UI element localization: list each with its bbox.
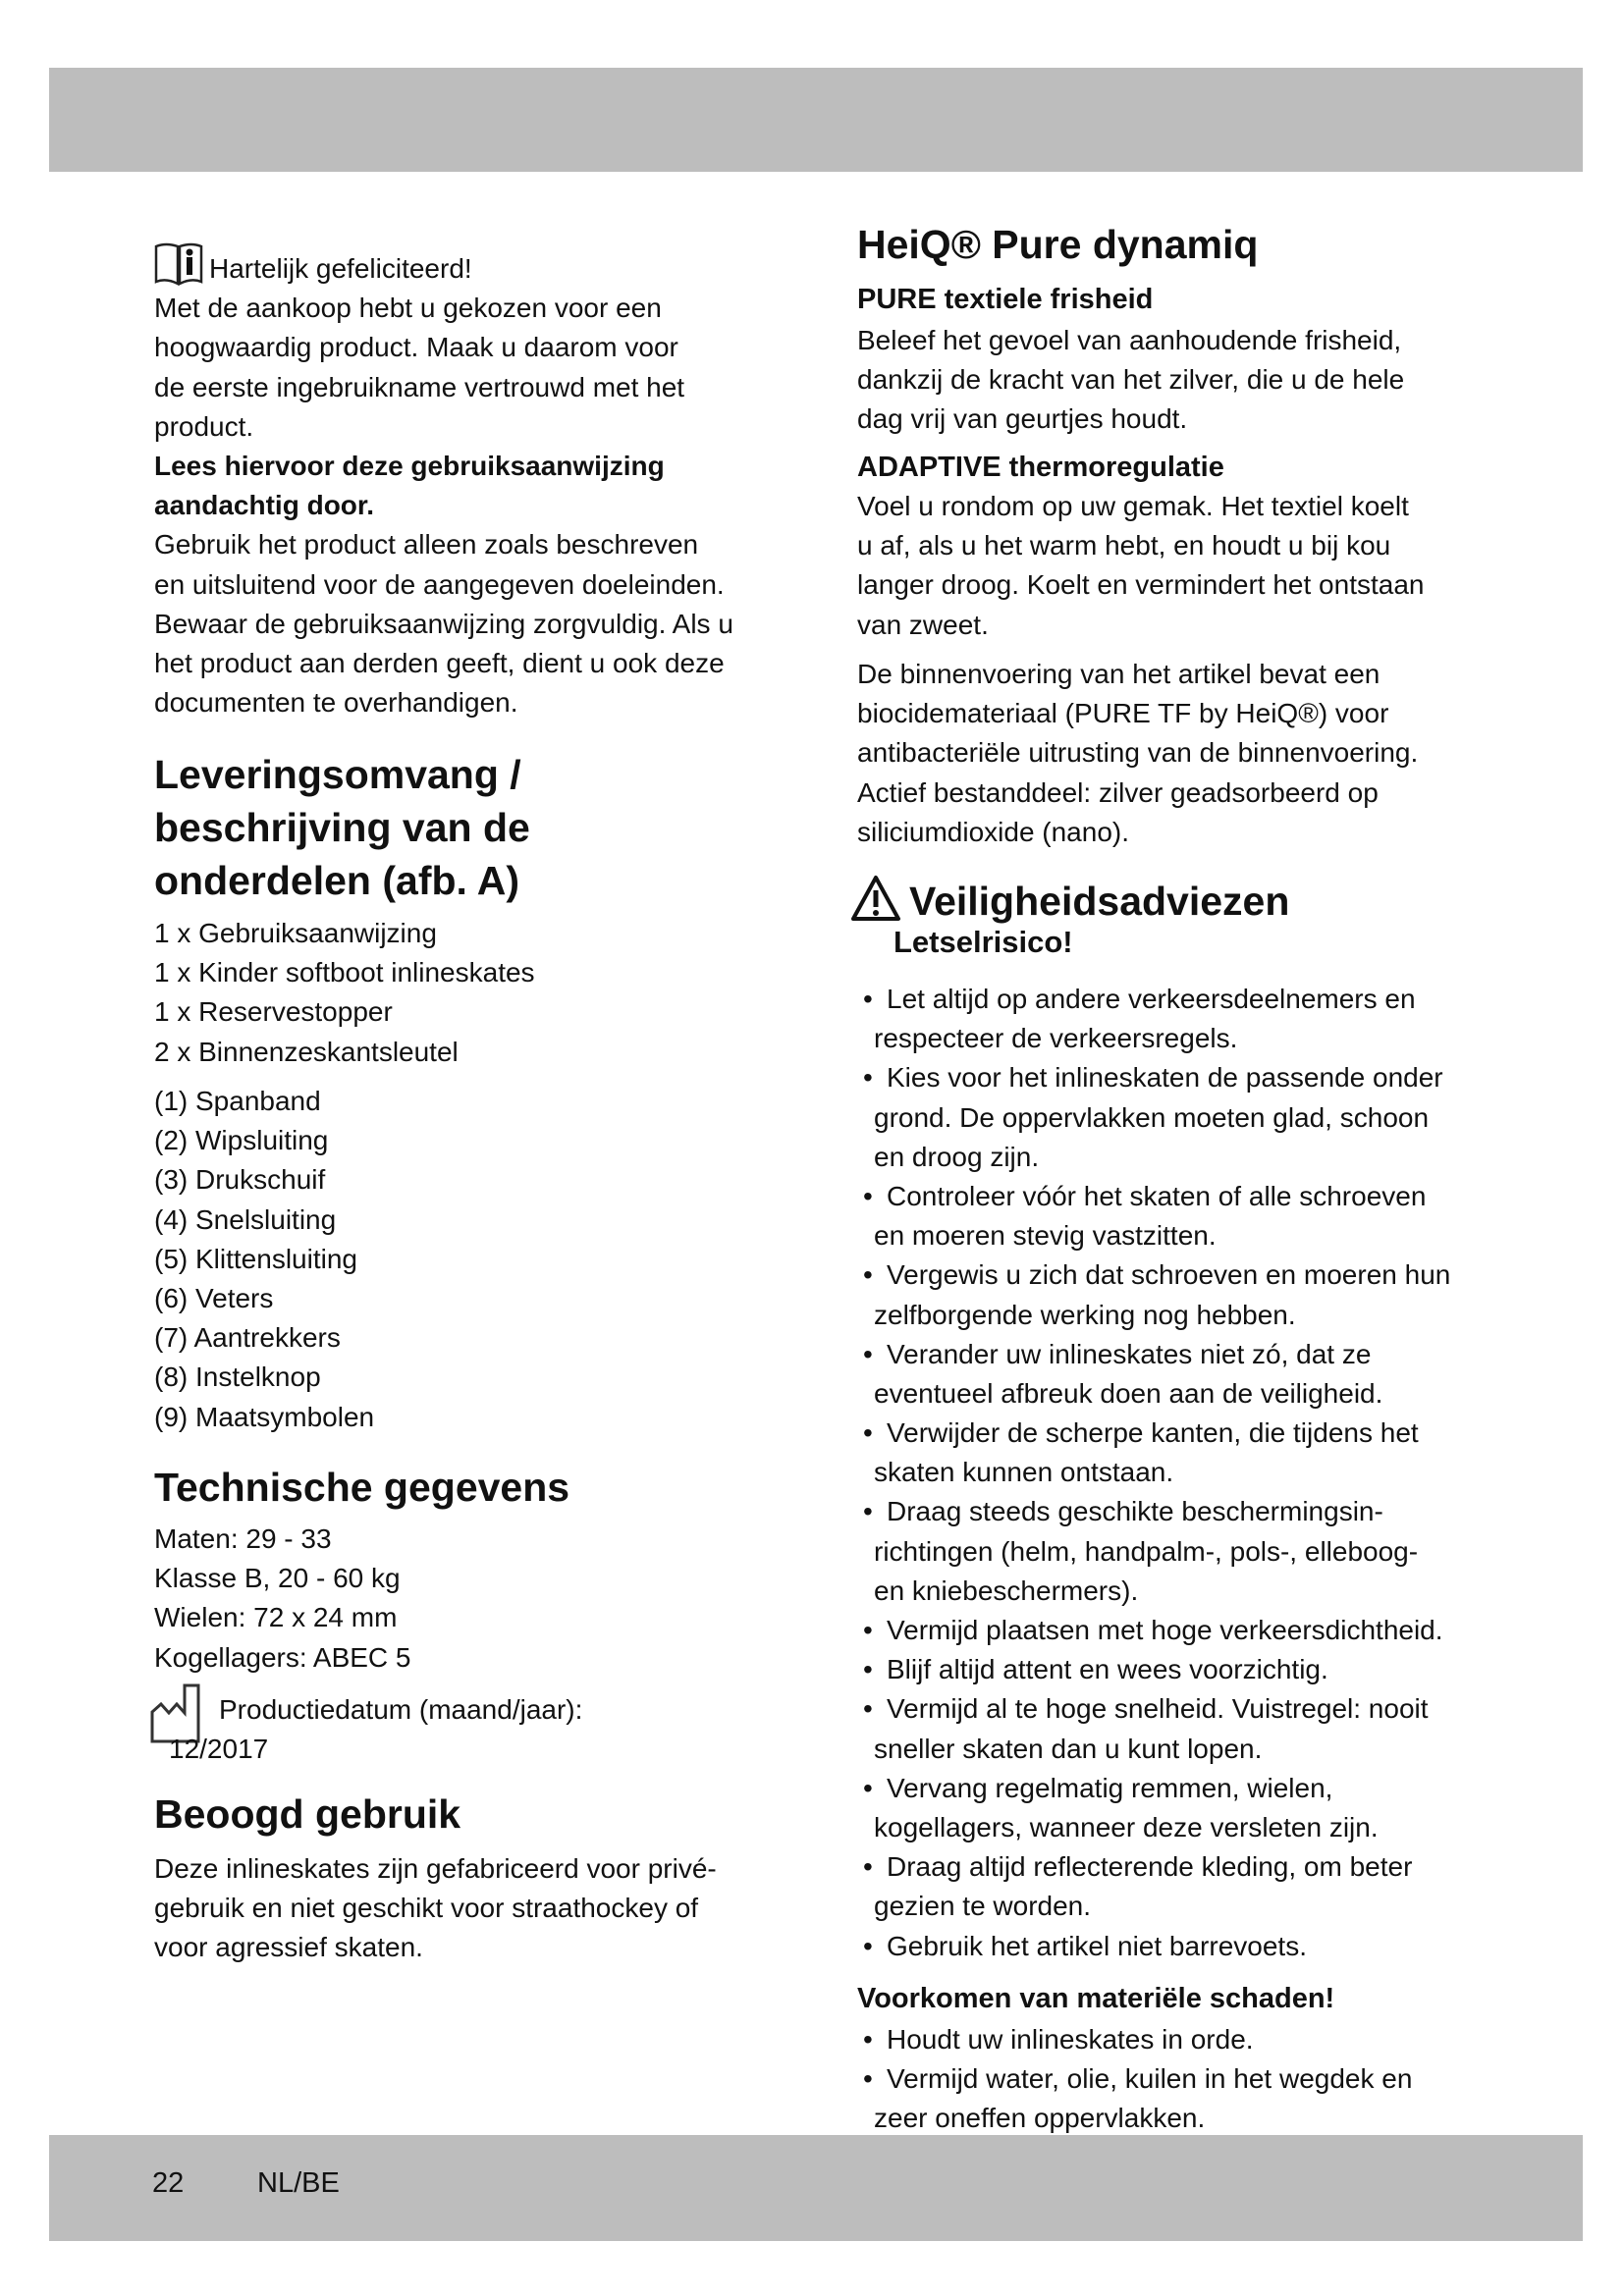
bullet-item: • Vermijd plaatsen met hoge verkeersdichtheid. [857,1611,1450,1650]
pure-text [857,321,1404,440]
intro-line: de eerste ingebruikname vertrouwd met het [154,371,685,402]
list-item: (6) Veters [154,1282,274,1313]
info-manual-icon [154,242,203,286]
heiq-heading: HeiQ® Pure dynamiq [857,222,1259,267]
page-number: 22 [152,2167,185,2199]
bullet-item: • Vergewis u zich dat schroeven en moeren hun [857,1255,1450,1295]
bullet-item-continuation: respecteer de verkeersregels. [874,1023,1238,1054]
heading-line: beschrijving van de [154,805,530,850]
list-item: (7) Aantrekkers [154,1322,341,1354]
text-line: Beleef het gevoel van aanhoudende frisheid, [857,325,1402,355]
production-label: Productiedatum (maand/jaar): [219,1694,583,1725]
intro-line: product. [154,410,254,442]
use-heading: Beoogd gebruik [154,1791,461,1837]
bullet-item: • Let altijd op andere verkeersdeelnemers en [857,980,1450,1019]
bullet-item-continuation: en droog zijn. [874,1141,1040,1172]
use-text [154,1849,717,1968]
adaptive-heading: ADAPTIVE thermoregulatie [857,452,1224,483]
lining-text [857,655,1418,852]
intro-line: Bewaar de gebruiksaanwijzing zorgvuldig. Als u [154,608,733,639]
bullet-item: • Houdt uw inlineskates in orde. [857,2020,1412,2059]
damage-heading: Voorkomen van materiële schaden! [857,1983,1335,2014]
text-line: u af, als u het warm hebt, en houdt u bij kou [857,530,1391,561]
safety-heading: Veiligheidsadviezen [909,879,1290,924]
text-line: Voel u rondom op uw gemak. Het textiel koelt [857,491,1409,521]
intro-bold-line: Lees hiervoor deze gebruiksaanwijzing [154,450,665,481]
bullet-item-continuation: eventueel afbreuk doen aan de veiligheid. [874,1377,1383,1409]
intro-section [154,249,733,722]
list-item: 2 x Binnenzeskantsleutel [154,1036,459,1067]
list-item: 1 x Gebruiksaanwijzing [154,918,437,948]
text-line: van zweet. [857,609,989,640]
bullet-item-continuation: en moeren stevig vastzitten. [874,1220,1217,1252]
text-line: antibacteriële uitrusting van de binnenvoering. [857,737,1419,769]
bullet-item-continuation: zelfborgende werking nog hebben. [874,1299,1296,1330]
adaptive-text [857,487,1424,645]
list-item: (5) Klittensluiting [154,1243,357,1274]
bullet-item: • Blijf altijd attent en wees voorzichtig. [857,1650,1450,1689]
bullet-item-continuation: en kniebeschermers). [874,1575,1139,1606]
text-line: siliciumdioxide (nano). [857,816,1130,847]
bullet-item: • Verander uw inlineskates niet zó, dat ze [857,1335,1450,1374]
safety-list [857,980,1450,1966]
bullet-item-continuation: richtingen (helm, handpalm-, pols-, elleboog- [874,1535,1419,1567]
spec-line: Kogellagers: ABEC 5 [154,1641,411,1673]
list-item: (9) Maatsymbolen [154,1401,375,1432]
header-bar [49,68,1583,172]
tech-specs [154,1520,411,1678]
text-line: voor agressief skaten. [154,1932,423,1963]
text-line: Deze inlineskates zijn gefabriceerd voor privé- [154,1853,717,1884]
bullet-item-continuation: skaten kunnen ontstaan. [874,1457,1174,1488]
injury-heading: Letselrisico! [893,925,1073,959]
list-item: (4) Snelsluiting [154,1203,337,1235]
delivery-list [154,914,535,1072]
production-date [154,1690,582,1769]
bullet-item-continuation: gezien te worden. [874,1891,1092,1922]
list-item: 1 x Reservestopper [154,996,393,1028]
heading-line: Leveringsomvang / [154,752,521,797]
bullet-item-continuation: kogellagers, wanneer deze versleten zijn. [874,1811,1379,1842]
bullet-item: • Verwijder de scherpe kanten, die tijdens het [857,1414,1450,1453]
intro-line-0: Hartelijk gefeliciteerd! [154,249,733,289]
damage-list [857,2020,1412,2139]
bullet-item: • Draag altijd reflecterende kleding, om beter [857,1847,1450,1887]
list-item: (2) Wipsluiting [154,1125,329,1156]
text-line: langer droog. Koelt en vermindert het ontstaan [857,569,1425,601]
language-code: NL/BE [257,2167,340,2199]
text-line: biocidemateriaal (PURE TF by HeiQ®) voor [857,698,1389,729]
intro-line: het product aan derden geeft, dient u ook deze [154,647,725,678]
list-item: (8) Instelknop [154,1362,321,1393]
spec-line: Maten: 29 - 33 [154,1523,332,1554]
list-item: 1 x Kinder softboot inlineskates [154,957,535,988]
bullet-item: • Kies voor het inlineskaten de passende onder [857,1058,1450,1097]
bullet-item: • Gebruik het artikel niet barrevoets. [857,1927,1450,1966]
heading-line: onderdelen (afb. A) [154,858,520,903]
bullet-item-continuation: sneller skaten dan u kunt lopen. [874,1733,1263,1764]
spec-line: Klasse B, 20 - 60 kg [154,1563,401,1594]
intro-line: documenten te overhandigen. [154,687,518,719]
text-line: Actief bestanddeel: zilver geadsorbeerd op [857,776,1379,808]
bullet-item-continuation: zeer oneffen oppervlakken. [874,2103,1206,2134]
intro-line: en uitsluitend voor de aangegeven doeleinden. [154,568,725,600]
intro-line: Met de aankoop hebt u gekozen voor een [154,293,662,324]
pure-heading: PURE textiele frisheid [857,284,1154,315]
text-line: dag vrij van geurtjes houdt. [857,403,1188,435]
text-line: De binnenvoering van het artikel bevat een [857,659,1380,689]
text-line: dankzij de kracht van het zilver, die u de hele [857,364,1405,396]
bullet-item: • Controleer vóór het skaten of alle schroeven [857,1177,1450,1216]
bullet-item: • Vermijd al te hoge snelheid. Vuistregel: nooit [857,1689,1450,1729]
intro-line: hoogwaardig product. Maak u daarom voor [154,332,678,363]
list-item: (3) Drukschuif [154,1164,326,1196]
tech-heading: Technische gegevens [154,1465,570,1510]
bullet-item: • Vermijd water, olie, kuilen in het wegdek en [857,2059,1412,2099]
parts-list [154,1082,374,1437]
production-date-value: 12/2017 [169,1734,269,1765]
bullet-item: • Draag steeds geschikte beschermingsin- [857,1492,1450,1531]
bullet-item-continuation: grond. De oppervlakken moeten glad, schoon [874,1101,1430,1133]
intro-bold-line: aandachtig door. [154,490,375,521]
spec-line: Wielen: 72 x 24 mm [154,1602,398,1633]
intro-line: Gebruik het product alleen zoals beschreven [154,529,699,561]
text-line: gebruik en niet geschikt voor straathockey of [154,1893,699,1924]
bullet-item: • Vervang regelmatig remmen, wielen, [857,1769,1450,1808]
list-item: (1) Spanband [154,1086,321,1116]
warning-icon [850,875,901,922]
delivery-heading [154,748,530,907]
